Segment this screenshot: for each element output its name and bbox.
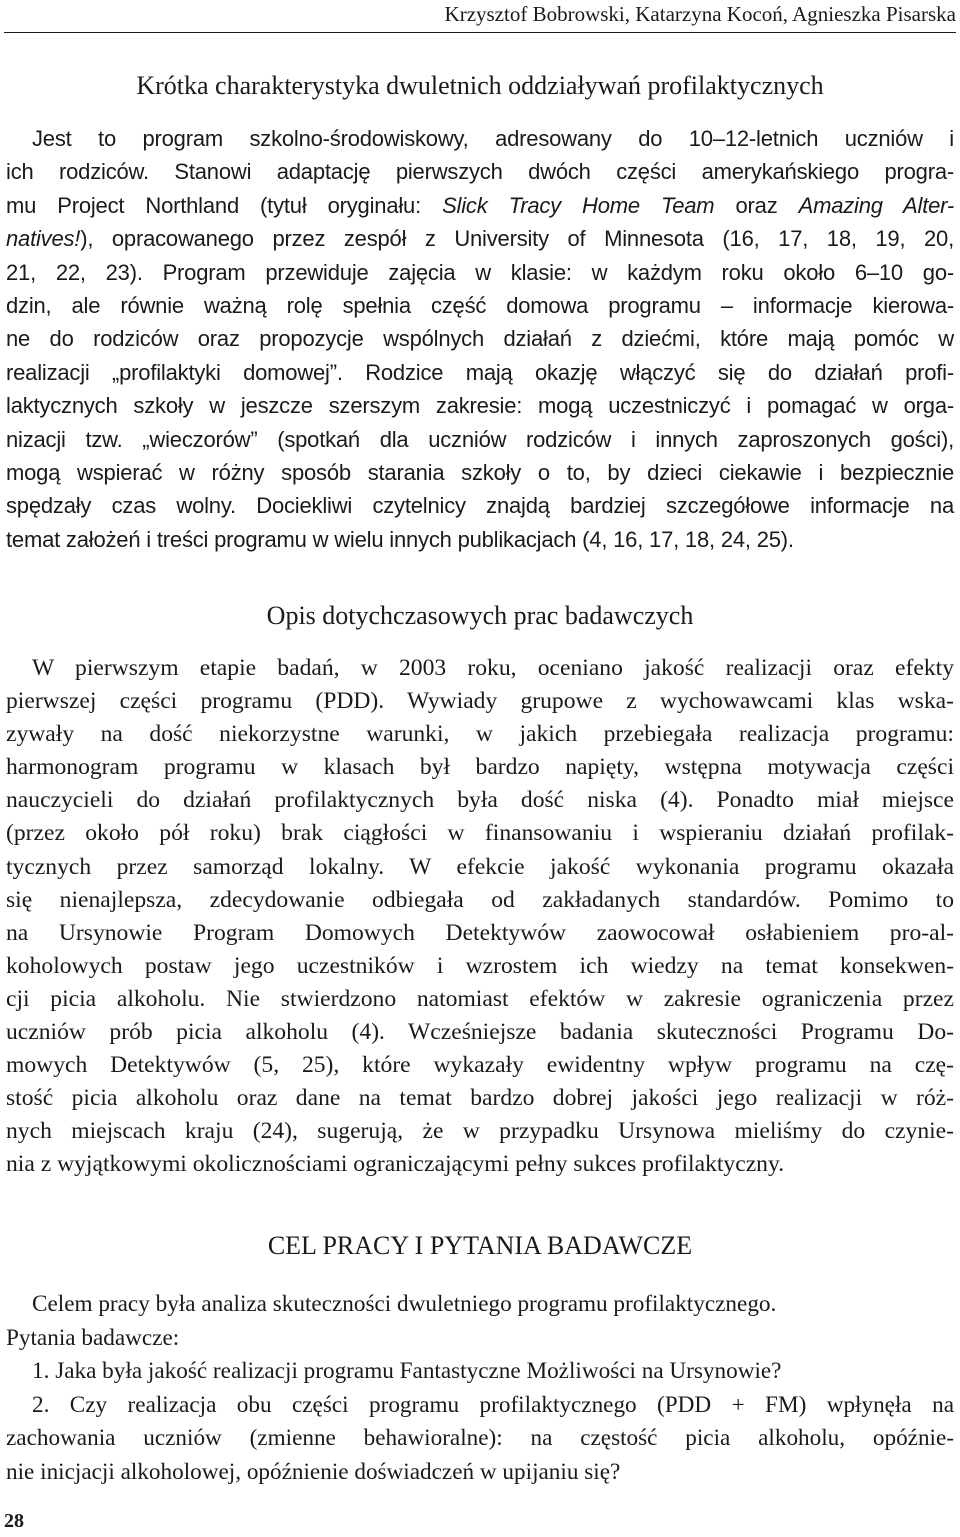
paragraph-aims	[6, 1288, 954, 1490]
text-line: 21, 22, 23). Program przewiduje zajęcia w klasie: w każdym roku około 6–10 go-	[6, 259, 954, 285]
text-line: laktycznych szkoły w jeszcze szerszym zakresie: mogą uczestniczyć i pomagać w orga-	[6, 393, 954, 419]
list-item-question-1: 1. Jaka była jakość realizacji programu Fantastyczne Możliwości na Ursynowie?	[32, 1358, 782, 1385]
text-line: Celem pracy była analiza skuteczności dwuletniego programu profilaktycznego.	[32, 1291, 777, 1317]
text-line: nauczycieli do działań profilaktycznych była dość niska (4). Ponadto miał miejsce	[6, 787, 954, 814]
text-line: mowych Detektywów (5, 25), które wykazały ewidentny wpływ programu na czę-	[6, 1052, 954, 1079]
text-line: nizacji tzw. „wieczorów” (spotkań dla uczniów rodziców i innych zaproszonych gości),	[6, 426, 954, 452]
text-line: się nienajlepsza, zdecydowanie odbiegała od zakładanych standardów. Pomimo to	[6, 886, 954, 913]
list-item-question-2: 2. Czy realizacja obu części programu profilaktycznego (PDD + FM) wpłynęła na	[32, 1391, 954, 1418]
text-line: harmonogram programu w klasach był bardzo napięty, wstępna motywacja części	[6, 754, 954, 781]
text-line: mu Project Northland (tytuł oryginału: Slick Tracy Home Team oraz Amazing Alter-	[6, 192, 955, 218]
paragraph-program-description	[6, 122, 954, 556]
text-line: ne do rodziców oraz propozycje wspólnych działań z dziećmi, które mają pomóc w	[6, 326, 954, 352]
text-line: ich rodziców. Stanowi adaptację pierwszych dwóch części amerykańskiego progra-	[6, 159, 954, 185]
paragraph-prior-research	[6, 652, 954, 1182]
page-number: 28	[4, 1510, 24, 1532]
text-line: (przez około pół roku) brak ciągłości w finansowaniu i wspieraniu działań profilak-	[6, 820, 954, 847]
text-line: nie inicjacji alkoholowej, opóźnienie doświadczeń w upijaniu się?	[6, 1458, 621, 1485]
section-heading-characteristics: Krótka charakterystyka dwuletnich oddziaływań profilaktycznych	[136, 71, 824, 100]
text-line: spędzały czas wolny. Dociekliwi czytelnicy znajdą bardziej szczegółowe informacje na	[6, 493, 954, 519]
text-line: W pierwszym etapie badań, w 2003 roku, oceniano jakość realizacji oraz efekty	[32, 655, 954, 681]
text-line: uczniów prób picia alkoholu (4). Wcześniejsze badania skuteczności Programu Do-	[6, 1019, 954, 1046]
running-header: Krzysztof Bobrowski, Katarzyna Kocoń, Agnieszka Pisarska	[444, 2, 956, 26]
text-line: natives!), opracowanego przez zespół z University of Minnesota (16, 17, 18, 19, 20,	[6, 226, 954, 252]
text-line: cji picia alkoholu. Nie stwierdzono natomiast efektów w zakresie ograniczenia przez	[6, 985, 954, 1012]
section-heading-prior-research: Opis dotychczasowych prac badawczych	[266, 601, 694, 630]
text-line: Pytania badawcze:	[6, 1324, 180, 1351]
text-line: realizacji „profilaktyki domowej”. Rodzice mają okazję włączyć się do działań profi-	[6, 359, 954, 385]
text-line: dzin, ale równie ważną rolę spełnia część domowa programu – informacje kierowa-	[6, 292, 954, 318]
text-line: koholowych postaw jego uczestników i wzrostem ich wiedzy na temat konsekwen-	[6, 952, 954, 979]
text-line: pierwszej części programu (PDD). Wywiady grupowe z wychowawcami klas wska-	[6, 688, 954, 715]
text-line: zachowania uczniów (zmienne behawioralne): na częstość picia alkoholu, opóźnie-	[6, 1425, 954, 1452]
text-line: mogą wspierać w różny sposób starania szkoły o to, by dzieci ciekawie i bezpiecznie	[6, 459, 954, 485]
text-line: Jest to program szkolno-środowiskowy, adresowany do 10–12-letnich uczniów i	[32, 126, 954, 151]
text-line: zywały na dość niekorzystne warunki, w jakich przebiegała realizacja programu:	[6, 721, 954, 748]
text-line: stość picia alkoholu oraz dane na temat bardzo dobrej jakości jego realizacji w róż-	[6, 1085, 954, 1112]
text-line: nia z wyjątkowymi okolicznościami ograniczającymi pełny sukces profilaktyczny.	[6, 1151, 785, 1178]
text-line: temat założeń i treści programu w wielu innych publikacjach (4, 16, 17, 18, 24, 25).	[6, 526, 794, 552]
text-line: nych miejscach kraju (24), sugerują, że w przypadku Ursynowa mieliśmy do czynie-	[6, 1118, 954, 1145]
header-rule	[4, 32, 956, 33]
section-heading-aims: CEL PRACY I PYTANIA BADAWCZE	[267, 1231, 693, 1260]
text-line: tycznych przez samorząd lokalny. W efekcie jakość wykonania programu okazała	[6, 853, 954, 880]
text-line: na Ursynowie Program Domowych Detektywów zaowocował osłabieniem pro-al-	[6, 919, 954, 946]
